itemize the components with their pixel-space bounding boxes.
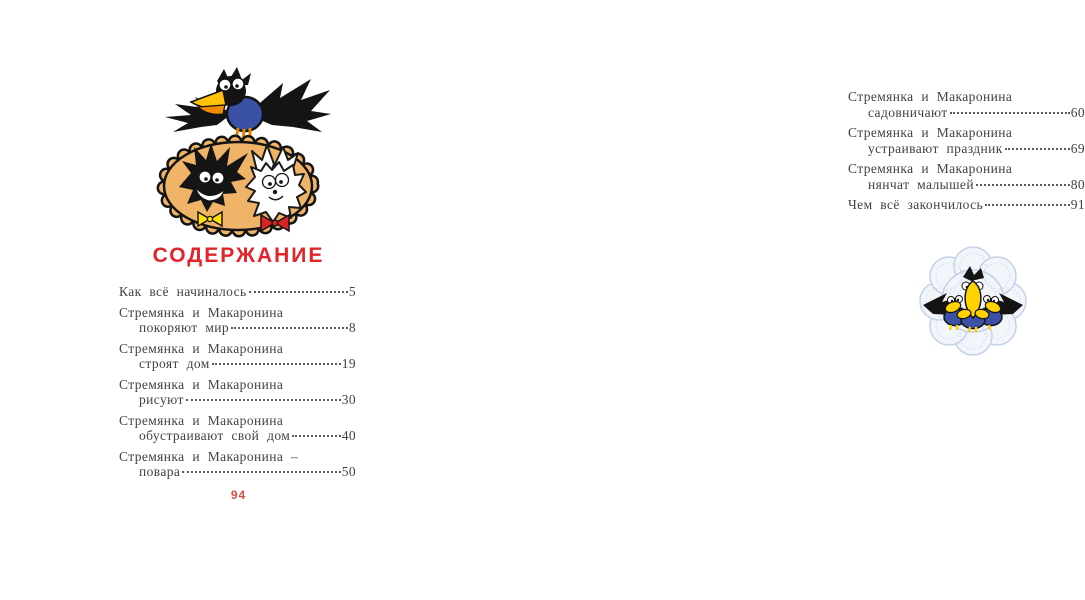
dot-leader bbox=[212, 363, 341, 365]
toc-entry-line bbox=[119, 392, 356, 408]
dot-leader bbox=[985, 204, 1070, 206]
toc-entry-line bbox=[119, 284, 356, 300]
crow-icon bbox=[165, 67, 331, 141]
toc-list-right bbox=[848, 89, 1085, 218]
toc-entry-line bbox=[119, 305, 356, 321]
toc-entry bbox=[119, 413, 356, 444]
dot-leader bbox=[249, 291, 348, 293]
toc-entry bbox=[119, 449, 356, 480]
toc-entry-page-number: 50 bbox=[341, 464, 356, 479]
toc-entry-page-number: 40 bbox=[341, 428, 356, 443]
toc-entry bbox=[848, 89, 1085, 120]
dot-leader bbox=[1005, 148, 1070, 150]
toc-entry-page-number: 5 bbox=[348, 284, 356, 299]
toc-entry-title: Стремянка и Макаронина bbox=[848, 125, 1013, 140]
toc-entry-page-number: 60 bbox=[1070, 104, 1085, 120]
dot-leader bbox=[976, 184, 1070, 186]
toc-entry-title: Стремянка и Макаронина bbox=[119, 340, 284, 356]
dot-leader bbox=[182, 471, 340, 473]
toc-entry-line bbox=[848, 141, 1085, 157]
toc-entry-line bbox=[848, 197, 1085, 213]
toc-entry-title: Стремянка и Макаронина bbox=[119, 412, 284, 428]
toc-entry-subtitle: обустраивают свой дом bbox=[139, 428, 291, 443]
toc-entry-line bbox=[848, 89, 1085, 105]
toc-entry-subtitle: рисуют bbox=[139, 392, 184, 407]
toc-entry-line bbox=[119, 341, 356, 357]
dot-leader bbox=[231, 327, 348, 329]
toc-entry-line bbox=[119, 356, 356, 372]
toc-entry-subtitle: повара bbox=[139, 464, 181, 479]
toc-entry-line bbox=[848, 177, 1085, 193]
toc-entry-line bbox=[848, 161, 1085, 177]
toc-entry-page-number: 19 bbox=[341, 356, 356, 371]
toc-entry-subtitle: устраивают праздник bbox=[868, 140, 1003, 156]
toc-list-left bbox=[119, 284, 356, 485]
toc-entry-title: Стремянка и Макаронина bbox=[848, 89, 1013, 104]
toc-entry-line bbox=[119, 449, 356, 465]
toc-entry bbox=[119, 341, 356, 372]
left-page bbox=[0, 0, 400, 600]
toc-entry-subtitle: нянчат малышей bbox=[868, 176, 974, 192]
medallion-illustration bbox=[125, 60, 355, 234]
toc-entry-line bbox=[119, 413, 356, 429]
right-page bbox=[400, 0, 1085, 600]
toc-entry-title: Чем всё закончилось bbox=[848, 197, 984, 212]
page-number: 94 bbox=[230, 488, 247, 502]
contents-title: СОДЕРЖАНИЕ bbox=[152, 244, 325, 267]
crow-medallion-svg bbox=[125, 60, 355, 234]
toc-entry bbox=[848, 125, 1085, 156]
toc-entry-page-number: 30 bbox=[341, 392, 356, 407]
dot-leader bbox=[292, 435, 341, 437]
toc-entry-line bbox=[848, 105, 1085, 121]
toc-entry-page-number: 8 bbox=[348, 320, 356, 335]
toc-entry bbox=[119, 305, 356, 336]
toc-entry-page-number: 69 bbox=[1070, 140, 1085, 156]
toc-entry bbox=[848, 197, 1085, 213]
toc-entry-title: Стремянка и Макаронина – bbox=[119, 448, 299, 464]
toc-entry-title: Как всё начиналось bbox=[119, 284, 247, 299]
toc-entry-line bbox=[119, 320, 356, 336]
toc-entry-line bbox=[119, 464, 356, 480]
dot-leader bbox=[950, 112, 1070, 114]
toc-entry bbox=[119, 377, 356, 408]
toc-entry bbox=[119, 284, 356, 300]
toc-entry-title: Стремянка и Макаронина bbox=[848, 161, 1013, 176]
dot-leader bbox=[186, 399, 341, 401]
toc-entry-line bbox=[119, 377, 356, 393]
toc-entry-title: Стремянка и Макаронина bbox=[119, 304, 284, 320]
toc-entry bbox=[848, 161, 1085, 192]
toc-entry-subtitle: покоряют мир bbox=[139, 320, 230, 335]
toc-entry-subtitle: садовничают bbox=[868, 104, 948, 120]
doily-illustration bbox=[913, 243, 1033, 361]
toc-entry-line bbox=[119, 428, 356, 444]
toc-entry-line bbox=[848, 125, 1085, 141]
doily-crows-svg bbox=[913, 243, 1033, 361]
toc-entry-subtitle: строят дом bbox=[139, 356, 210, 371]
toc-entry-page-number: 80 bbox=[1070, 176, 1085, 192]
toc-entry-title: Стремянка и Макаронина bbox=[119, 376, 284, 392]
toc-entry-page-number: 91 bbox=[1070, 197, 1085, 212]
